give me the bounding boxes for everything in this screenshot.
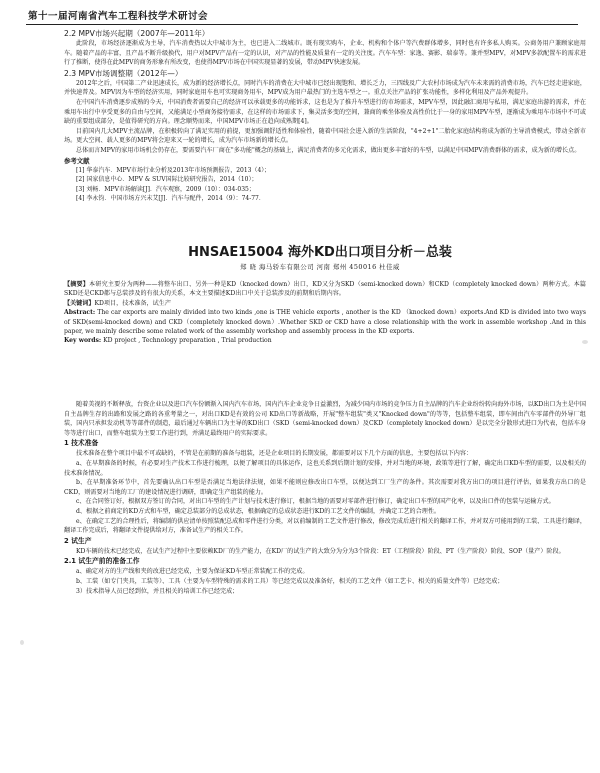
list-item: a、在早期准备的时候，有必要对生产技术工作进行梳理，以便了解项目的具体运作，这也关系到后期计划的安排，并对当地的环境，政策等进行了解，确定出口KD车型的需要，以及相关的技术准备情况。 xyxy=(64,459,586,477)
section-heading-1: 1 技术准备 xyxy=(64,439,99,448)
list-item: c、在合同签订好，根据双方签订的合同，对出口车型的生产计划与技术进行修订，根据当地的需要对零部件进行修订，确定出口车型的国产化率，以及出口件的包装与运输方式。 xyxy=(76,498,555,506)
abstract-en-label: Abstract: xyxy=(64,309,96,317)
intro-paragraph: 随着美视的不断释放，台资企业以及进口汽车份额渐入国内汽车市场，国内汽车企业竞争日益激烈，为减少国内市场的竞争压力自主品牌的汽车企业纷纷转向海外市场，以KD出口为主是中国自主品牌生存的出路和发展之路的各重考量之一，对出口KD是有效的公司 KD出口等新战略，开展"整车组装"类又"Knocked down"的等等，包括整车组装，即车间由汽车零部件的外导厂组装，国内只承担发动机等等部件的制造，最后通过车辆出口为主导的KD出口（SKD（semi-knocked down）及CKD（completely knocked down）是以完全分散形式进口为代表，包括车身等等进行出口，而整车组装为主要工作进行到，并满足最终用户的实际要求。 xyxy=(64,401,586,437)
reference-item: [1] 华泰汽车．MPV市场行业分析及2013年市场预测报告，2013（4）； xyxy=(76,166,271,174)
author-line: 郑 晓 海马轿车有限公司 河南 郑州 450016 杜佳威 xyxy=(240,263,400,271)
reference-item: [4] 李永钧．中国市场方兴未艾[J]．汽车与配件，2014（9）：74-77． xyxy=(76,195,265,203)
abstract-en: The car exports are mainly divided into two kinds ,one is THE vehicle exports , another is the KD （knocked down）exports.And KD is divided into two ways of SKD(semi-knocked down) and CKD（completely knocked down）.Whether SKD or CKD have a close relationship with the work in assemble workshop .And in this paper, we mainly describe some related work of the assembly workshop and assembly process in the KD exports. xyxy=(64,309,587,336)
keywords-cn: KD项目，技术准备，试生产 xyxy=(94,299,171,307)
abstract-cn-label: 【摘要】 xyxy=(64,281,90,288)
abstract-cn: 本研究主要分为两种——将整车出口、另外一种是KD（knocked down）出口，KD又分为SKD（semi-knocked down）和CKD（completely knocked down）两种方式。本篇SKD还是CKD都与总装涉及的有很大的关系，本文主要描述KD出口中关于总装涉及的前期和后期内容。 xyxy=(64,281,586,298)
paragraph: 技术准备在整个项目中最不可或缺的，不管是在前期的准备与组装，还是企业项目的长期发展，都需要对以下几个方面的信息，主要包括以下内容： xyxy=(76,450,473,458)
paragraph: 目前国内几大MPV主流品牌，在积极转向了满足实用的前提，更加强调舒适性和体验性，随着中国社会进入新的生活阶段，"4+2+1"二胎化家庭结构将成为新的主导消费模式，带动全新市场。更大空间、载人更多的MPV将会迎来又一轮的增长，成为汽车市场新的增长点。 xyxy=(64,127,586,145)
list-item: b、工装（如专门夹具，工装等）、工具（主要为车型特殊的需求的工具）等已经完成以及准备好，相关的工艺文件（如工艺卡、相关的质量文件等）已经完成； xyxy=(76,577,504,585)
list-item: b、在早期准备环节中，首先要确认出口车型是否满足当地法律法规，如果不能则应修改出口车型，以便达到工厂生产的条件。其次需要对我方出口的项目进行评估，如果我方出口的是CKD，则需要对当地的工厂的建设情况进行调研，即确定生产组装的能力。 xyxy=(64,479,586,496)
article-title: HNSAE15004 海外KD出口项目分析－总装 xyxy=(188,245,452,260)
section-heading-2-3: 2.3 MPV市场调整期（2012年—） xyxy=(64,68,183,78)
abstract-block xyxy=(64,280,586,346)
header-rule xyxy=(26,24,578,25)
section-heading-2: 2 试生产 xyxy=(64,536,92,545)
paragraph: 此阶段，市场经济逐渐成为主导，汽车消费热以大中城市为主，也已进入二线城市。既有现实购车，企业、机构和个体户等汽费群体增多，同时也有许多私人购买。公商务用户兼顾家庭用车。随着产品的丰富，且产品不断升级换代，用户对MPV产品有一定的认识，对产品的性能及质量有一定的关注度。汽车车型：家逸、赛影、瑞泰等。兼并型MPV，对MPV多款配置车的需求进行了推断，使得在此MPV的商务形象有所改变，也使得MPV市场在中国实现显著的发展，带动MPV快速发展。 xyxy=(64,40,586,67)
article-body xyxy=(64,400,586,596)
scan-speck xyxy=(20,640,24,645)
list-item: e、在确定工艺的合理性后，将编制的供应清单按照装配总成和零件进行分类，对以前编制的工艺文件进行修改，修改完成后进行相关的翻译工作，并对双方可能用到的工装、工具进行翻译，翻译工作完成后，将翻译文件提供给对方，准备试生产的相关工作。 xyxy=(64,517,586,535)
section-heading-2-1: 2.1 试生产前的准备工作 xyxy=(64,557,140,566)
paragraph: 2012年之后，中国第二产业迅速成长，成为新的经济增长点，同时汽车的消费在大中城市已经出现饱和、增长乏力，三四线及广大农村市场成为汽车未来需的消费市场，汽车已经走进家庭，并快速普及。MPV因为车型的经济实用，同时家庭用车也可实现商务用车，MPV成为用户最热门的主选车型之一。重点关注产品的扩张功能性，多样化利用及产品外观提升。 xyxy=(64,79,586,97)
paragraph: 总体而言MPV的家用市场机会仍存在，要需要汽车厂商在"多功能"概念的基础上，满足消费者的多元化需求，做出更多丰富好的车型，以满足中国MPV消费群体的需求，成为新的增长点。 xyxy=(76,146,581,154)
list-item: a、确定对方的生产线和夹的改进已经完成，主要为保证KD车型正常装配工作的完成。 xyxy=(76,568,309,576)
list-item: d、根据之前商定的KD方式和车型，确定总装部分的总成状态，根据确定的总成状态进行KD的工艺文件的编制，并确定工艺的合理性。 xyxy=(76,507,441,515)
prev-article-body xyxy=(64,28,586,204)
section-heading-2-2: 2.2 MPV市场兴起期（2007年—2011年） xyxy=(64,29,210,38)
keywords-en-label: Key words: xyxy=(64,337,102,345)
keywords-cn-label: 【关键词】 xyxy=(64,299,95,307)
reference-item: [3] 刘畅．MPV市场解读[J]．汽车观察，2009（10）：034-035； xyxy=(76,185,255,193)
list-item: 3）技术指导人员已经到位，并且相关的培训工作已经完成； xyxy=(76,587,239,595)
paragraph: KD车辆的技术已经完成，在试生产过程中主要依赖KD厂的生产能力，在KD厂的试生产的大致分为分为3个阶段：ET（工程阶段）阶段、PT（生产阶段）阶段、SOP（量产）阶段。 xyxy=(76,547,565,555)
reference-item: [2] 国家信息中心．MPV & SUV国际比较研究报告，2014（10）； xyxy=(76,176,258,184)
scan-speck xyxy=(582,340,588,344)
keywords-en: KD project , Technology preparation , Trial production xyxy=(103,337,272,345)
paragraph: 在中国汽车消费逐步成熟的今天，中国消费者需要自己的经济可以承载更多的功能诉求，这也是为了推升车型进行的市场需求，MPV车型，因此融汇商用与私用，满足家庭出游的需求，并在乘用车出行中享受更多的自由与空间，又能满足小型商务接待需求，在这样的市场需求下，集灵活多变的空间，兼商的乘坐体验及高性价比于一身的家用MPV车型，逐渐成为乘用车市场中不可或缺的重要组成部分，是值得研究的方向。理念顺势而来，中国MPV市场正在趋向成熟期[4]。 xyxy=(64,98,586,126)
running-header: 第十一届河南省汽车工程科技学术研讨会 xyxy=(28,11,209,22)
references-heading: 参考文献 xyxy=(64,156,90,165)
